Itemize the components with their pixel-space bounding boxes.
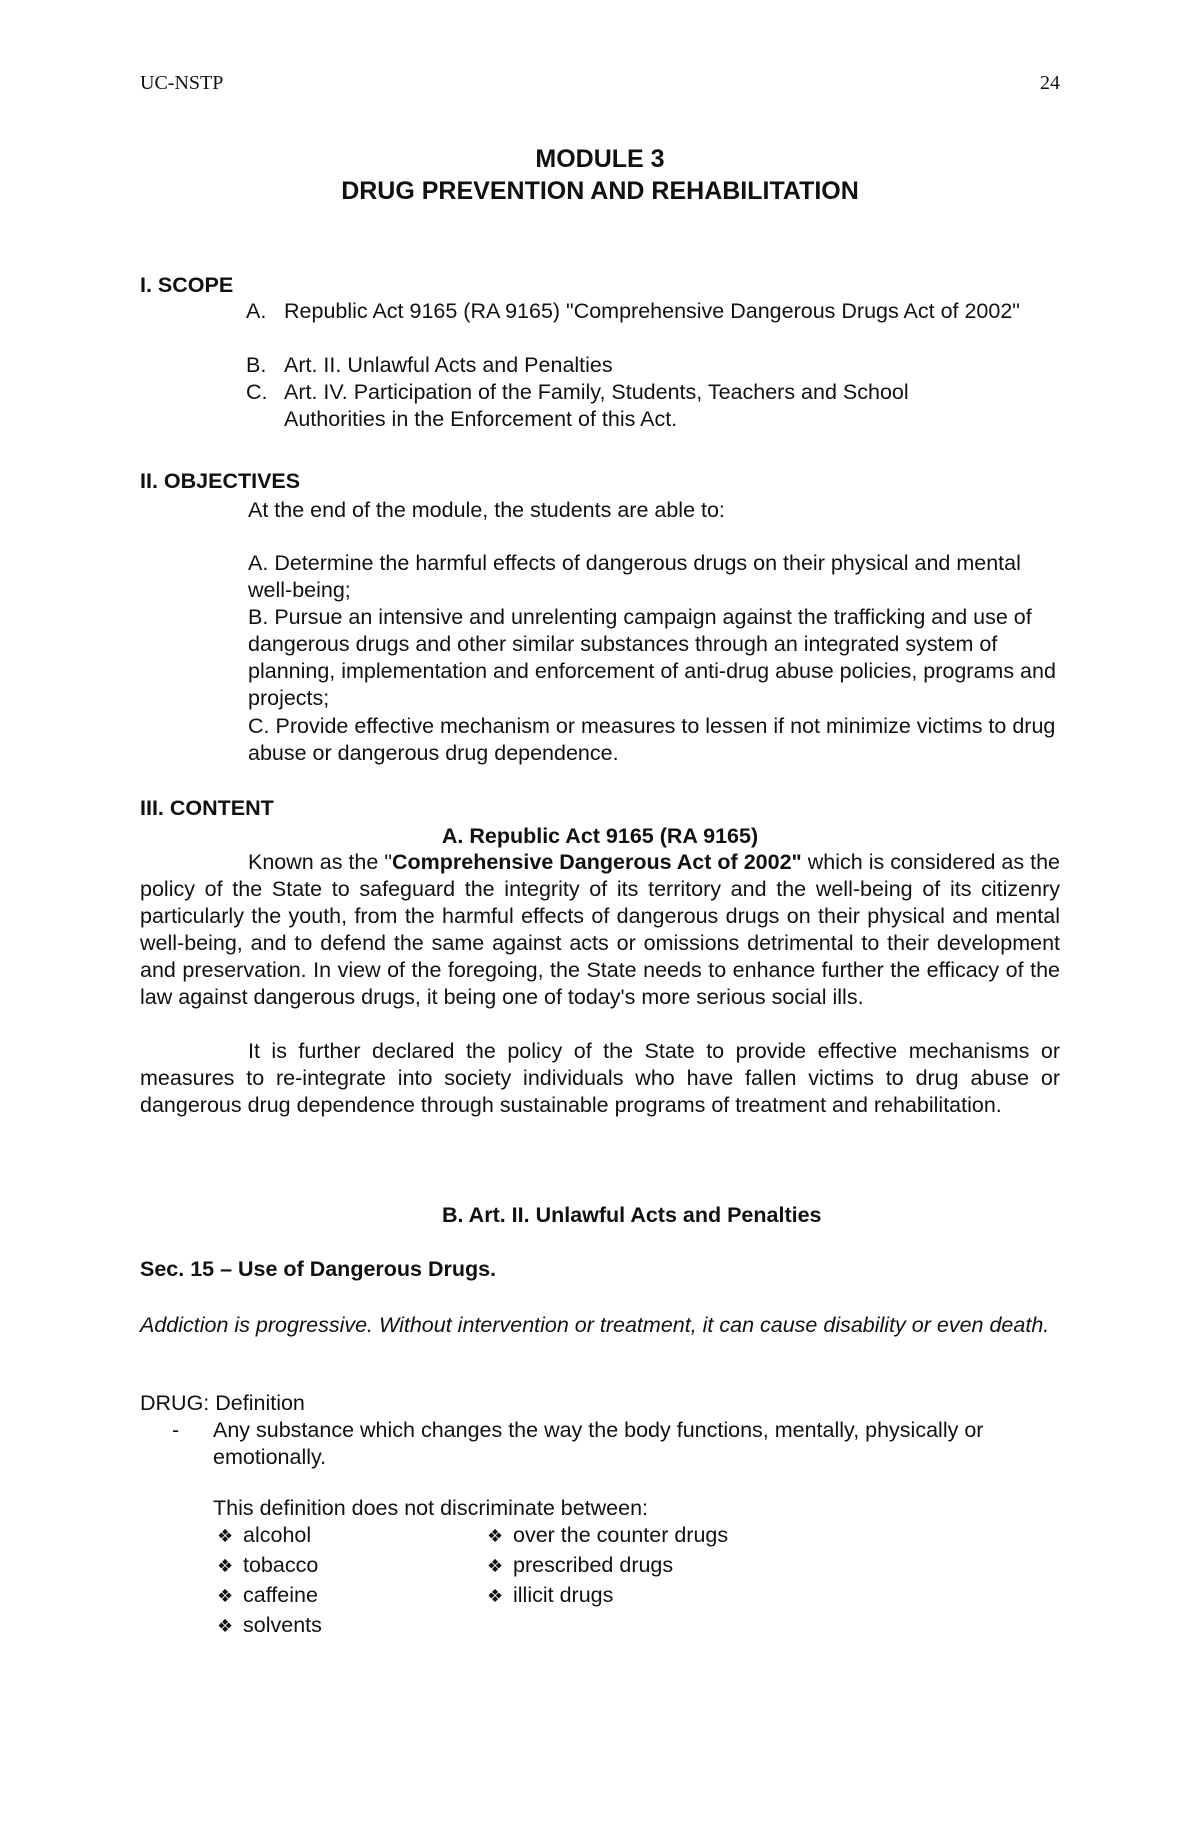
objective-label-a: A. <box>248 551 269 575</box>
objective-text-a: Determine the harmful effects of dangerous drugs on their physical and mental well-being; <box>248 551 1021 602</box>
list-item: ❖ illicit drugs <box>487 1582 613 1610</box>
module-title: MODULE 3 <box>535 145 665 173</box>
page-number: 24 <box>1040 72 1060 94</box>
diamond-bullet-icon: ❖ <box>217 1556 234 1576</box>
policy-paragraph: It is further declared the policy of the State to provide effective mechanisms or measures to re-integrate into society individuals who have fallen victims to drug abuse or dangerous drug dependence through sustainable programs of treatment and rehabilitation. <box>140 1039 1060 1117</box>
list-item: ❖ over the counter drugs <box>487 1522 728 1550</box>
act-name: Comprehensive Dangerous Act of 2002" <box>391 850 802 874</box>
scope-label-a: A. <box>246 299 267 323</box>
list-item: ❖ alcohol <box>217 1522 311 1550</box>
diamond-bullet-icon: ❖ <box>217 1586 234 1606</box>
para1-pre: Known as the " <box>248 850 392 874</box>
objective-text-c: Provide effective mechanism or measures to lessen if not minimize victims to drug abuse or dangerous drug dependence. <box>248 714 1056 765</box>
diamond-bullet-icon: ❖ <box>487 1586 504 1606</box>
para1-post: which is considered as the policy of the State to safeguard the integrity of its territory and the well-being of its citizenry particularly the youth, from the harmful effects of dangerous drugs on their physical and mental well-being, and to defend the same against acts or omissions detrimental to their development and preservation. In view of the foregoing, the State needs to enhance further the efficacy of the law against dangerous drugs, it being one of today's more serious social ills. <box>140 850 1061 1009</box>
discriminate-intro: This definition does not discriminate between: <box>213 1496 649 1520</box>
scope-label-b: B. <box>246 353 267 377</box>
objective-label-b: B. <box>248 605 269 629</box>
diamond-bullet-icon: ❖ <box>217 1526 234 1546</box>
drug-definition-text: Any substance which changes the way the body functions, mentally, physically or emotionally. <box>213 1418 984 1469</box>
scope-item-c: Art. IV. Participation of the Family, Students, Teachers and School Authorities in the Enforcement of this Act. <box>284 380 909 431</box>
header-course: UC-NSTP <box>140 72 224 94</box>
objectives-heading: II. OBJECTIVES <box>140 469 301 493</box>
objective-item-c <box>248 713 1068 767</box>
objective-text-b: Pursue an intensive and unrelenting campaign against the trafficking and use of dangerous drugs and other similar substances through an integrated system of planning, implementation and enforcement of anti-drug abuse policies, programs and projects; <box>248 605 1056 710</box>
list-item: ❖ prescribed drugs <box>487 1552 673 1580</box>
content-subheading-a: A. Republic Act 9165 (RA 9165) <box>441 824 759 848</box>
objectives-intro: At the end of the module, the students are able to: <box>248 498 725 522</box>
scope-label-c: C. <box>246 380 268 404</box>
addiction-note: Addiction is progressive. Without intervention or treatment, it can cause disability or even death. <box>140 1313 1050 1337</box>
content-subheading-b: B. Art. II. Unlawful Acts and Penalties <box>442 1203 822 1227</box>
list-item: ❖ tobacco <box>217 1552 318 1580</box>
objective-label-c: C. <box>248 714 270 738</box>
sec15-heading: Sec. 15 – Use of Dangerous Drugs. <box>140 1257 497 1281</box>
scope-item-a: Republic Act 9165 (RA 9165) "Comprehensive Dangerous Drugs Act of 2002" <box>284 299 1020 323</box>
diamond-bullet-icon: ❖ <box>487 1526 504 1546</box>
objective-item-a <box>248 550 1058 604</box>
list-item: ❖ solvents <box>217 1612 322 1640</box>
drug-definition-heading: DRUG: Definition <box>140 1391 305 1415</box>
scope-heading: I. SCOPE <box>140 273 234 297</box>
page-header <box>140 72 1060 100</box>
objective-item-b <box>248 604 1068 712</box>
ra9165-paragraph <box>140 849 1060 1011</box>
module-subtitle: DRUG PREVENTION AND REHABILITATION <box>341 177 859 205</box>
diamond-bullet-icon: ❖ <box>217 1616 234 1636</box>
content-heading: III. CONTENT <box>140 796 274 820</box>
scope-item-b: Art. II. Unlawful Acts and Penalties <box>284 353 613 377</box>
list-item: ❖ caffeine <box>217 1582 318 1610</box>
diamond-bullet-icon: ❖ <box>487 1556 504 1576</box>
definition-dash: - <box>172 1418 180 1442</box>
